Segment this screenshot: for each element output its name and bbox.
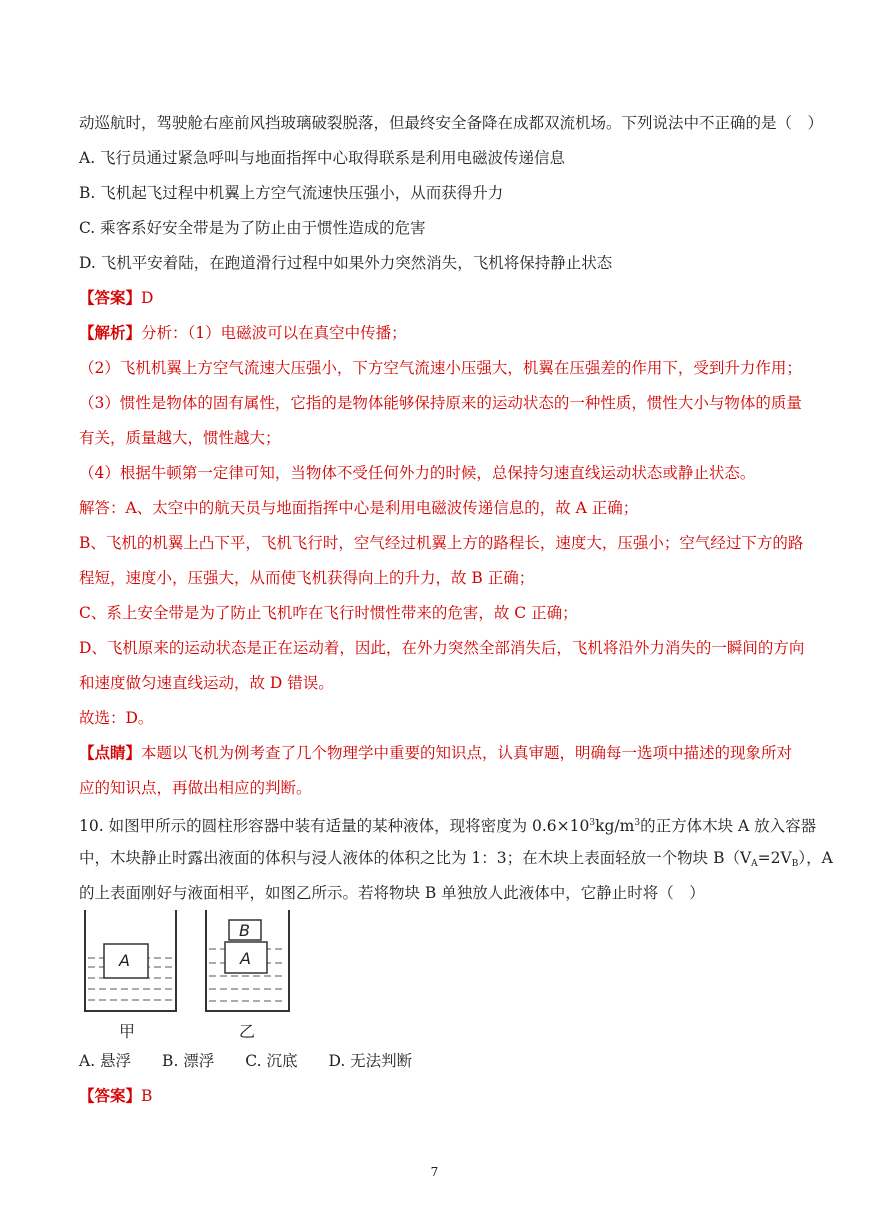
- comment-line-1: [79, 742, 799, 764]
- analysis-text-1: 分析：（1）电磁波可以在真空中传播；: [141, 324, 407, 342]
- q10-sub-a: A: [751, 859, 758, 869]
- option-a: A. 飞行员通过紧急呼叫与地面指挥中心取得联系是利用电磁波传递信息: [79, 149, 566, 167]
- solution-line-4: C、系上安全带是为了防止飞机咋在飞行时惯性带来的危害，故 C 正确；: [79, 604, 578, 622]
- analysis-tag: 【解析】: [79, 323, 142, 342]
- caption-yi: 乙: [239, 1022, 256, 1041]
- answer-value-2: B: [141, 1087, 153, 1105]
- option-c: C. 乘客系好安全带是为了防止由于惯性造成的危害: [79, 219, 426, 237]
- question-9-stem-end: 动巡航时，驾驶舱右座前风挡玻璃破裂脱落，但最终安全备降在成都双流机场。下列说法中不正确的是（ ）: [79, 114, 824, 132]
- q10-text-1-end: 的正方体木块 A 放入容器: [640, 817, 817, 835]
- question-10-line-2: [79, 847, 833, 875]
- choice-line: 故选：D。: [79, 709, 154, 727]
- analysis-line-1: [79, 322, 799, 344]
- solution-line-6: 和速度做匀速直线运动，故 D 错误。: [79, 674, 334, 692]
- container-left: [85, 910, 176, 1011]
- answer-line-2: [79, 1085, 799, 1107]
- analysis-line-4: 有关，质量越大，惯性越大；: [79, 429, 281, 447]
- option-d: D. 飞机平安着陆，在跑道滑行过程中如果外力突然消失，飞机将保持静止状态: [79, 254, 613, 272]
- q10-text-2c: ），A: [798, 849, 833, 867]
- comment-text-1: 本题以飞机为例考查了几个物理学中重要的知识点，认真审题，明确每一选项中描述的现象所对: [141, 744, 793, 762]
- q10-text-2a: 中，木块静止时露出液面的体积与浸人液体的体积之比为 1：3；在木块上表面轻放一个物块 B（V: [79, 849, 752, 867]
- answer-tag-2: 【答案】: [79, 1086, 142, 1105]
- comment-line-2: 应的知识点，再做出相应的判断。: [79, 779, 312, 797]
- analysis-line-3: （3）惯性是物体的固有属性，它指的是物体能够保持原来的运动状态的一种性质，惯性大小与物体的质量: [79, 394, 802, 412]
- q10-text-2b: =2V: [757, 849, 792, 867]
- solution-line-3: 程短，速度小，压强大，从而使飞机获得向上的升力，故 B 正确；: [79, 569, 535, 587]
- q10-unit: kg/m: [595, 817, 635, 835]
- analysis-line-2: （2）飞机机翼上方空气流速大压强小，下方空气流速小压强大，机翼在压强差的作用下，受到升力作用；: [79, 359, 802, 377]
- container-figure: [79, 905, 309, 1043]
- block-a-label-right: A: [240, 949, 251, 968]
- solution-line-1: 解答：A、太空中的航天员与地面指挥中心是利用电磁波传递信息的，故 A 正确；: [79, 499, 639, 517]
- caption-jia: 甲: [119, 1022, 136, 1041]
- answer-line: [79, 287, 799, 309]
- answer-tag: 【答案】: [79, 288, 142, 307]
- q10-unit-exponent: 3: [634, 818, 641, 828]
- block-a-label-left: A: [119, 951, 130, 970]
- question-10-line-3: 的上表面刚好与液面相平，如图乙所示。若将物块 B 单独放人此液体中，它静止时将（ ）: [79, 884, 705, 902]
- container-diagram: [79, 905, 309, 1043]
- block-b-label: B: [239, 921, 250, 940]
- analysis-line-5: （4）根据牛顿第一定律可知，当物体不受任何外力的时候，总保持匀速直线运动状态或静止状态。: [79, 464, 756, 482]
- question-10-options: A. 悬浮 B. 漂浮 C. 沉底 D. 无法判断: [79, 1052, 413, 1070]
- q10-text-1: 10. 如图甲所示的圆柱形容器中装有适量的某种液体，现将密度为 0.6×10: [79, 817, 590, 835]
- answer-value: D: [141, 289, 154, 307]
- option-b: B. 飞机起飞过程中机翼上方空气流速快压强小，从而获得升力: [79, 184, 504, 202]
- solution-line-2: B、飞机的机翼上凸下平，飞机飞行时，空气经过机翼上方的路程长，速度大，压强小；空气经过下方的路: [79, 534, 804, 552]
- solution-line-5: D、飞机原来的运动状态是正在运动着，因此，在外力突然全部消失后，飞机将沿外力消失的一瞬间的方向: [79, 639, 805, 657]
- comment-tag: 【点睛】: [79, 743, 142, 762]
- page-number: 7: [430, 1165, 439, 1179]
- q10-sub-b: B: [791, 859, 799, 869]
- question-10-line-1: [79, 812, 817, 837]
- q10-exponent: 3: [589, 818, 596, 828]
